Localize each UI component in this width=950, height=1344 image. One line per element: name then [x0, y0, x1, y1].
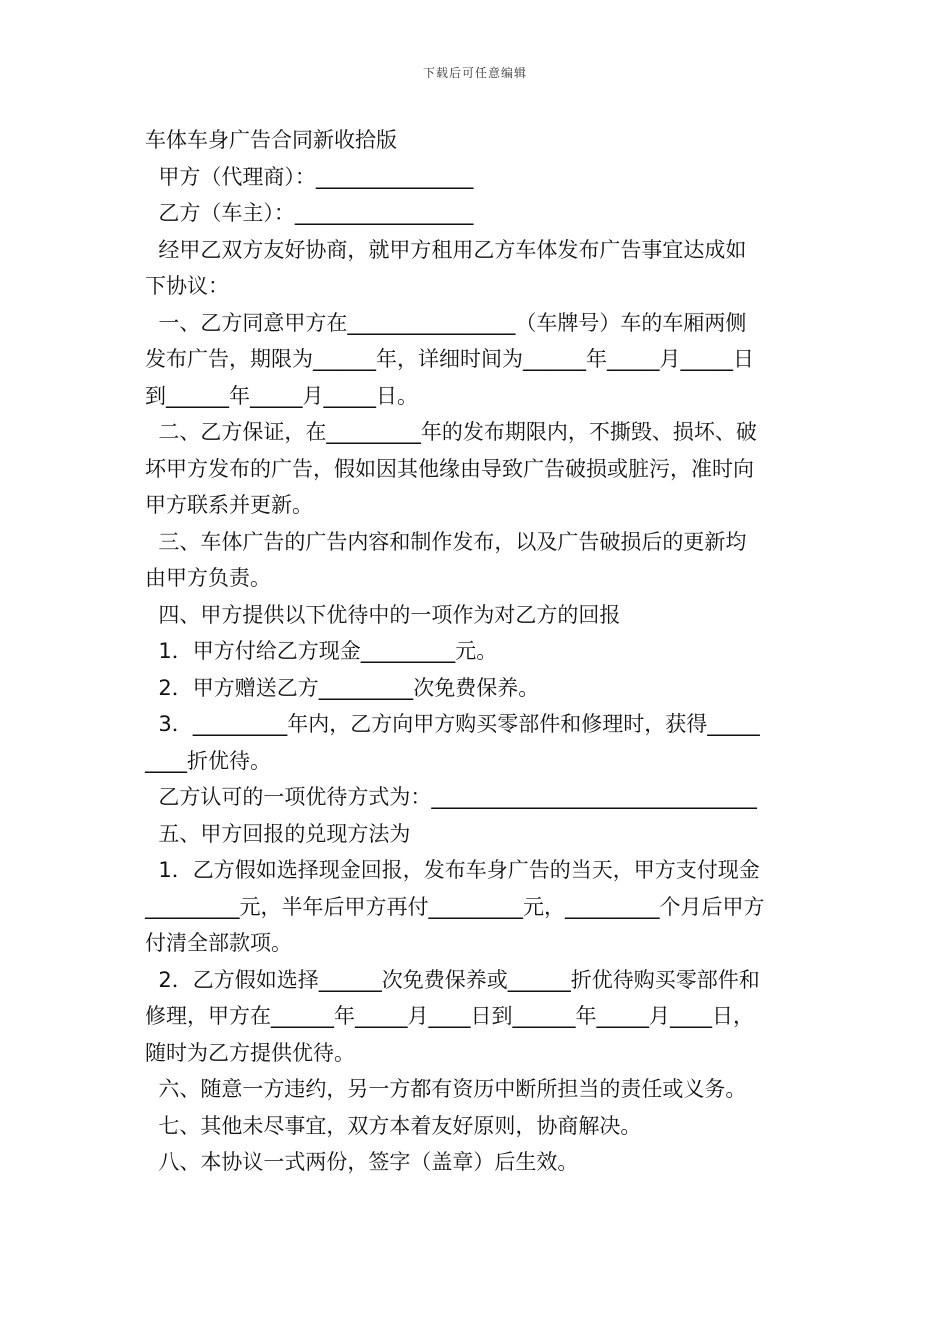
clause-4-line: 四、甲方提供以下优待中的一项作为对乙方的回报 [145, 602, 621, 627]
contract-document [145, 122, 810, 1181]
clause-4-item: 1．甲方付给乙方现金_________元。 [145, 639, 498, 663]
page-header-note: 下载后可任意编辑 [422, 66, 527, 80]
chosen-option-line: 乙方认可的一项优待方式为：_______________________________ [145, 785, 757, 809]
clause-5-item: 随时为乙方提供优待。 [145, 1040, 355, 1065]
clause-4-item: 2．甲方赠送乙方_________次免费保养。 [145, 675, 540, 700]
clause-5-item: 付清全部款项。 [145, 931, 292, 955]
clause-2-line: 二、乙方保证，在_________年的发布期限内，不撕毁、损坏、破 [145, 420, 757, 444]
clause-8-line: 八、本协议一式两份，签字（盖章）后生效。 [145, 1150, 579, 1174]
preamble-line: 下协议： [145, 274, 229, 298]
clause-1-line: 一、乙方同意甲方在________________（车牌号）车的车厢两侧 [145, 310, 747, 335]
party-b-line: 乙方（车主）：_________________ [145, 201, 474, 225]
preamble-line: 经甲乙双方友好协商，就甲方租用乙方车体发布广告事宜达成如 [145, 237, 747, 262]
clause-6-line: 六、随意一方违约，另一方都有资历中断所担当的责任或义务。 [145, 1077, 747, 1101]
clause-2-line: 坏甲方发布的广告，假如因其他缘由导致广告破损或脏污，准时向 [145, 456, 754, 481]
clause-4-item: 3．_________年内，乙方向甲方购买零部件和修理时，获得_____ [145, 712, 760, 736]
clause-1-line: 到______年_____月_____日。 [145, 383, 418, 408]
clause-3-line: 由甲方负责。 [145, 566, 271, 590]
clause-5-line: 五、甲方回报的兑现方法为 [145, 821, 411, 846]
clause-1-line: 发布广告，期限为______年，详细时间为______年_____月_____日 [145, 347, 754, 371]
document-title: 车体车身广告合同新收拾版 [145, 128, 397, 152]
clause-7-line: 七、其他未尽事宜，双方本着友好原则，协商解决。 [145, 1113, 642, 1138]
clause-4-item: ____折优待。 [145, 748, 271, 773]
clause-3-line: 三、车体广告的广告内容和制作发布，以及广告破损后的更新均 [145, 529, 747, 554]
clause-5-item: _________元，半年后甲方再付_________元，_________个月后甲方 [145, 894, 765, 919]
clause-2-line: 甲方联系并更新。 [145, 493, 313, 517]
clause-5-item: 2．乙方假如选择______次免费保养或______折优待购买零部件和 [145, 967, 760, 992]
clause-5-item: 1．乙方假如选择现金回报，发布车身广告的当天，甲方支付现金 [145, 858, 760, 882]
clause-5-item: 修理，甲方在______年_____月____日到______年_____月____日， [145, 1004, 754, 1028]
party-a-line: 甲方（代理商）：_______________ [145, 164, 474, 189]
